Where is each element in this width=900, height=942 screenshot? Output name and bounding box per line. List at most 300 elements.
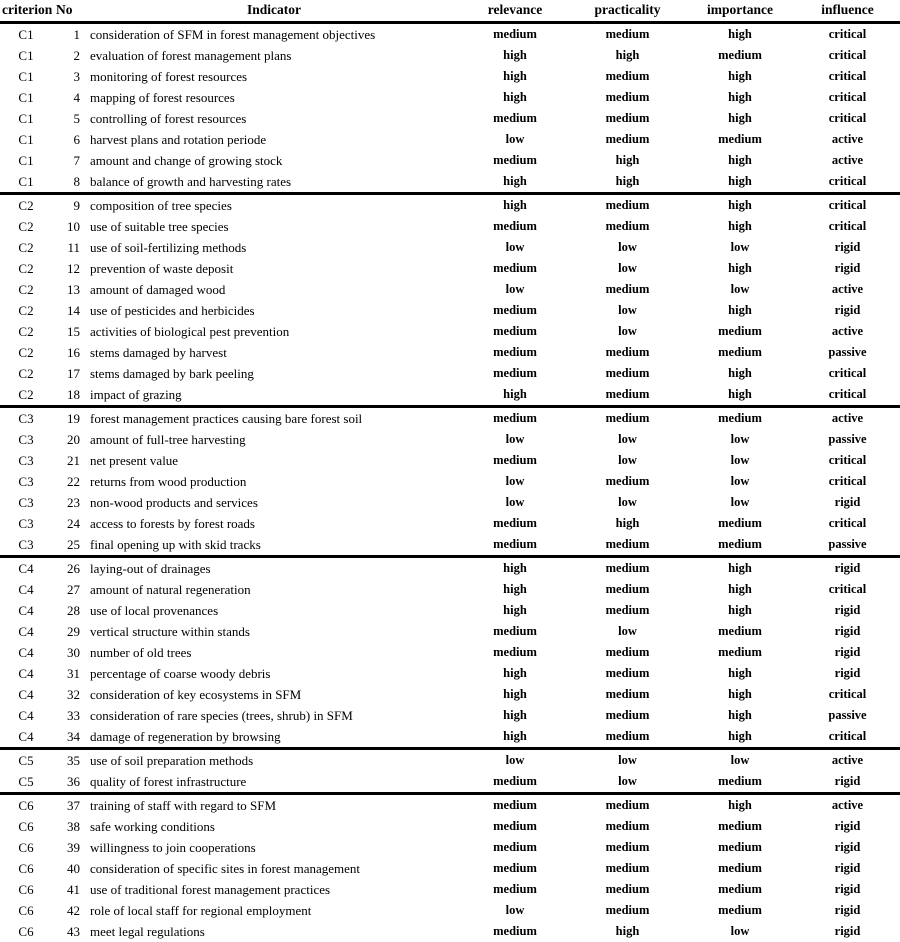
cell-indicator: composition of tree species bbox=[88, 194, 460, 217]
cell-no: 1 bbox=[52, 23, 88, 46]
cell-no: 6 bbox=[52, 129, 88, 150]
cell-practicality: low bbox=[570, 749, 685, 772]
cell-relevance: medium bbox=[460, 23, 570, 46]
cell-relevance: high bbox=[460, 684, 570, 705]
cell-indicator: quality of forest infrastructure bbox=[88, 771, 460, 794]
table-row bbox=[0, 258, 900, 279]
column-header-criterion: criterion bbox=[0, 0, 52, 23]
cell-no: 32 bbox=[52, 684, 88, 705]
cell-influence: rigid bbox=[795, 237, 900, 258]
cell-relevance: high bbox=[460, 600, 570, 621]
cell-indicator: evaluation of forest management plans bbox=[88, 45, 460, 66]
cell-no: 38 bbox=[52, 816, 88, 837]
table-row bbox=[0, 600, 900, 621]
cell-relevance: medium bbox=[460, 216, 570, 237]
table-row bbox=[0, 450, 900, 471]
cell-indicator: impact of grazing bbox=[88, 384, 460, 407]
cell-criterion: C4 bbox=[0, 663, 52, 684]
cell-importance: high bbox=[685, 300, 795, 321]
cell-importance: medium bbox=[685, 534, 795, 557]
cell-no: 20 bbox=[52, 429, 88, 450]
cell-practicality: medium bbox=[570, 108, 685, 129]
cell-criterion: C4 bbox=[0, 579, 52, 600]
cell-no: 22 bbox=[52, 471, 88, 492]
cell-no: 42 bbox=[52, 900, 88, 921]
cell-indicator: final opening up with skid tracks bbox=[88, 534, 460, 557]
cell-importance: high bbox=[685, 363, 795, 384]
cell-relevance: medium bbox=[460, 407, 570, 430]
table-row bbox=[0, 684, 900, 705]
cell-no: 43 bbox=[52, 921, 88, 942]
cell-relevance: medium bbox=[460, 342, 570, 363]
cell-criterion: C1 bbox=[0, 87, 52, 108]
cell-relevance: medium bbox=[460, 363, 570, 384]
cell-relevance: medium bbox=[460, 258, 570, 279]
table-row bbox=[0, 749, 900, 772]
table-header-row bbox=[0, 0, 900, 23]
cell-indicator: use of soil-fertilizing methods bbox=[88, 237, 460, 258]
cell-indicator: use of pesticides and herbicides bbox=[88, 300, 460, 321]
cell-importance: medium bbox=[685, 879, 795, 900]
cell-indicator: consideration of rare species (trees, shrub) in SFM bbox=[88, 705, 460, 726]
cell-indicator: training of staff with regard to SFM bbox=[88, 794, 460, 817]
cell-relevance: high bbox=[460, 384, 570, 407]
cell-practicality: medium bbox=[570, 23, 685, 46]
cell-influence: active bbox=[795, 279, 900, 300]
table-row bbox=[0, 663, 900, 684]
cell-practicality: medium bbox=[570, 342, 685, 363]
table-row bbox=[0, 87, 900, 108]
cell-criterion: C6 bbox=[0, 794, 52, 817]
cell-criterion: C4 bbox=[0, 705, 52, 726]
cell-no: 24 bbox=[52, 513, 88, 534]
cell-no: 29 bbox=[52, 621, 88, 642]
cell-no: 15 bbox=[52, 321, 88, 342]
cell-indicator: laying-out of drainages bbox=[88, 557, 460, 580]
table-body bbox=[0, 23, 900, 942]
cell-no: 23 bbox=[52, 492, 88, 513]
cell-no: 16 bbox=[52, 342, 88, 363]
cell-influence: rigid bbox=[795, 600, 900, 621]
cell-indicator: monitoring of forest resources bbox=[88, 66, 460, 87]
cell-indicator: vertical structure within stands bbox=[88, 621, 460, 642]
cell-relevance: low bbox=[460, 749, 570, 772]
cell-influence: active bbox=[795, 749, 900, 772]
cell-practicality: low bbox=[570, 321, 685, 342]
cell-influence: critical bbox=[795, 66, 900, 87]
cell-importance: high bbox=[685, 705, 795, 726]
cell-criterion: C3 bbox=[0, 534, 52, 557]
cell-criterion: C1 bbox=[0, 66, 52, 87]
cell-influence: critical bbox=[795, 108, 900, 129]
cell-influence: active bbox=[795, 129, 900, 150]
cell-criterion: C2 bbox=[0, 237, 52, 258]
cell-no: 8 bbox=[52, 171, 88, 194]
cell-importance: medium bbox=[685, 129, 795, 150]
cell-no: 31 bbox=[52, 663, 88, 684]
cell-importance: high bbox=[685, 171, 795, 194]
cell-no: 14 bbox=[52, 300, 88, 321]
cell-influence: critical bbox=[795, 726, 900, 749]
cell-criterion: C2 bbox=[0, 300, 52, 321]
cell-criterion: C6 bbox=[0, 921, 52, 942]
cell-no: 37 bbox=[52, 794, 88, 817]
cell-influence: active bbox=[795, 407, 900, 430]
cell-importance: high bbox=[685, 557, 795, 580]
cell-criterion: C3 bbox=[0, 492, 52, 513]
cell-no: 7 bbox=[52, 150, 88, 171]
cell-practicality: medium bbox=[570, 471, 685, 492]
cell-importance: high bbox=[685, 684, 795, 705]
cell-practicality: medium bbox=[570, 279, 685, 300]
cell-relevance: high bbox=[460, 66, 570, 87]
cell-indicator: mapping of forest resources bbox=[88, 87, 460, 108]
cell-importance: low bbox=[685, 279, 795, 300]
cell-criterion: C3 bbox=[0, 429, 52, 450]
cell-criterion: C4 bbox=[0, 557, 52, 580]
cell-importance: high bbox=[685, 384, 795, 407]
cell-importance: high bbox=[685, 23, 795, 46]
cell-criterion: C2 bbox=[0, 363, 52, 384]
cell-no: 40 bbox=[52, 858, 88, 879]
cell-influence: active bbox=[795, 794, 900, 817]
cell-practicality: medium bbox=[570, 87, 685, 108]
cell-no: 35 bbox=[52, 749, 88, 772]
cell-relevance: medium bbox=[460, 837, 570, 858]
cell-relevance: medium bbox=[460, 642, 570, 663]
cell-influence: passive bbox=[795, 429, 900, 450]
cell-no: 9 bbox=[52, 194, 88, 217]
cell-criterion: C4 bbox=[0, 621, 52, 642]
table-row bbox=[0, 513, 900, 534]
cell-importance: high bbox=[685, 66, 795, 87]
cell-criterion: C2 bbox=[0, 342, 52, 363]
cell-indicator: use of soil preparation methods bbox=[88, 749, 460, 772]
column-header-practicality: practicality bbox=[570, 0, 685, 23]
cell-no: 33 bbox=[52, 705, 88, 726]
cell-criterion: C1 bbox=[0, 108, 52, 129]
cell-practicality: medium bbox=[570, 663, 685, 684]
cell-influence: rigid bbox=[795, 837, 900, 858]
cell-indicator: percentage of coarse woody debris bbox=[88, 663, 460, 684]
cell-no: 30 bbox=[52, 642, 88, 663]
cell-influence: active bbox=[795, 150, 900, 171]
cell-influence: critical bbox=[795, 450, 900, 471]
cell-relevance: medium bbox=[460, 150, 570, 171]
cell-relevance: medium bbox=[460, 450, 570, 471]
cell-importance: low bbox=[685, 237, 795, 258]
cell-relevance: high bbox=[460, 194, 570, 217]
table-row bbox=[0, 363, 900, 384]
cell-influence: critical bbox=[795, 579, 900, 600]
table-row bbox=[0, 837, 900, 858]
cell-practicality: high bbox=[570, 150, 685, 171]
column-header-importance: importance bbox=[685, 0, 795, 23]
cell-criterion: C6 bbox=[0, 816, 52, 837]
cell-indicator: amount of natural regeneration bbox=[88, 579, 460, 600]
cell-importance: medium bbox=[685, 45, 795, 66]
cell-indicator: net present value bbox=[88, 450, 460, 471]
cell-criterion: C2 bbox=[0, 321, 52, 342]
cell-practicality: medium bbox=[570, 816, 685, 837]
table-row bbox=[0, 384, 900, 407]
cell-importance: medium bbox=[685, 816, 795, 837]
cell-relevance: medium bbox=[460, 879, 570, 900]
table-row bbox=[0, 45, 900, 66]
cell-importance: low bbox=[685, 749, 795, 772]
cell-practicality: low bbox=[570, 429, 685, 450]
cell-no: 36 bbox=[52, 771, 88, 794]
cell-indicator: balance of growth and harvesting rates bbox=[88, 171, 460, 194]
cell-practicality: medium bbox=[570, 642, 685, 663]
cell-indicator: consideration of specific sites in forest management bbox=[88, 858, 460, 879]
cell-no: 18 bbox=[52, 384, 88, 407]
cell-indicator: damage of regeneration by browsing bbox=[88, 726, 460, 749]
cell-criterion: C2 bbox=[0, 384, 52, 407]
table-row bbox=[0, 23, 900, 46]
cell-criterion: C1 bbox=[0, 23, 52, 46]
cell-criterion: C1 bbox=[0, 45, 52, 66]
cell-no: 27 bbox=[52, 579, 88, 600]
cell-indicator: role of local staff for regional employment bbox=[88, 900, 460, 921]
table-row bbox=[0, 321, 900, 342]
cell-practicality: high bbox=[570, 513, 685, 534]
cell-importance: medium bbox=[685, 513, 795, 534]
cell-indicator: consideration of SFM in forest management objectives bbox=[88, 23, 460, 46]
cell-influence: rigid bbox=[795, 900, 900, 921]
cell-relevance: high bbox=[460, 663, 570, 684]
table-row bbox=[0, 557, 900, 580]
cell-no: 28 bbox=[52, 600, 88, 621]
cell-no: 11 bbox=[52, 237, 88, 258]
cell-practicality: medium bbox=[570, 705, 685, 726]
cell-practicality: medium bbox=[570, 900, 685, 921]
cell-indicator: amount and change of growing stock bbox=[88, 150, 460, 171]
cell-relevance: high bbox=[460, 45, 570, 66]
cell-importance: high bbox=[685, 194, 795, 217]
cell-practicality: medium bbox=[570, 407, 685, 430]
cell-no: 19 bbox=[52, 407, 88, 430]
cell-influence: rigid bbox=[795, 879, 900, 900]
cell-influence: critical bbox=[795, 216, 900, 237]
cell-criterion: C3 bbox=[0, 450, 52, 471]
cell-influence: critical bbox=[795, 684, 900, 705]
cell-relevance: medium bbox=[460, 771, 570, 794]
table-row bbox=[0, 129, 900, 150]
cell-criterion: C3 bbox=[0, 471, 52, 492]
cell-practicality: high bbox=[570, 921, 685, 942]
cell-indicator: controlling of forest resources bbox=[88, 108, 460, 129]
cell-criterion: C4 bbox=[0, 684, 52, 705]
cell-influence: rigid bbox=[795, 557, 900, 580]
cell-importance: low bbox=[685, 471, 795, 492]
cell-influence: rigid bbox=[795, 300, 900, 321]
cell-relevance: high bbox=[460, 705, 570, 726]
cell-practicality: medium bbox=[570, 363, 685, 384]
cell-influence: critical bbox=[795, 87, 900, 108]
cell-criterion: C2 bbox=[0, 279, 52, 300]
column-header-influence: influence bbox=[795, 0, 900, 23]
table-row bbox=[0, 108, 900, 129]
cell-importance: medium bbox=[685, 621, 795, 642]
cell-relevance: low bbox=[460, 429, 570, 450]
table-row bbox=[0, 216, 900, 237]
cell-influence: rigid bbox=[795, 642, 900, 663]
cell-indicator: number of old trees bbox=[88, 642, 460, 663]
cell-influence: rigid bbox=[795, 492, 900, 513]
table-row bbox=[0, 194, 900, 217]
cell-indicator: forest management practices causing bare forest soil bbox=[88, 407, 460, 430]
cell-criterion: C6 bbox=[0, 900, 52, 921]
cell-relevance: medium bbox=[460, 621, 570, 642]
cell-no: 5 bbox=[52, 108, 88, 129]
table-row bbox=[0, 171, 900, 194]
cell-practicality: low bbox=[570, 492, 685, 513]
cell-indicator: stems damaged by harvest bbox=[88, 342, 460, 363]
cell-relevance: medium bbox=[460, 921, 570, 942]
cell-indicator: activities of biological pest prevention bbox=[88, 321, 460, 342]
cell-importance: high bbox=[685, 87, 795, 108]
cell-no: 21 bbox=[52, 450, 88, 471]
table-row bbox=[0, 237, 900, 258]
table-row bbox=[0, 492, 900, 513]
cell-indicator: use of suitable tree species bbox=[88, 216, 460, 237]
table-row bbox=[0, 342, 900, 363]
cell-importance: low bbox=[685, 921, 795, 942]
cell-practicality: high bbox=[570, 45, 685, 66]
column-header-no: No bbox=[52, 0, 88, 23]
cell-relevance: medium bbox=[460, 534, 570, 557]
cell-no: 13 bbox=[52, 279, 88, 300]
cell-influence: rigid bbox=[795, 771, 900, 794]
cell-practicality: medium bbox=[570, 794, 685, 817]
column-header-indicator: Indicator bbox=[88, 0, 460, 23]
cell-practicality: low bbox=[570, 621, 685, 642]
cell-practicality: low bbox=[570, 450, 685, 471]
cell-relevance: medium bbox=[460, 794, 570, 817]
cell-importance: high bbox=[685, 108, 795, 129]
cell-criterion: C3 bbox=[0, 407, 52, 430]
cell-indicator: non-wood products and services bbox=[88, 492, 460, 513]
table-row bbox=[0, 471, 900, 492]
cell-practicality: medium bbox=[570, 66, 685, 87]
table-row bbox=[0, 642, 900, 663]
cell-practicality: medium bbox=[570, 600, 685, 621]
cell-importance: low bbox=[685, 492, 795, 513]
cell-importance: low bbox=[685, 450, 795, 471]
cell-practicality: medium bbox=[570, 858, 685, 879]
cell-influence: critical bbox=[795, 471, 900, 492]
cell-no: 25 bbox=[52, 534, 88, 557]
cell-practicality: medium bbox=[570, 557, 685, 580]
cell-influence: rigid bbox=[795, 621, 900, 642]
cell-criterion: C5 bbox=[0, 749, 52, 772]
table-row bbox=[0, 726, 900, 749]
cell-importance: medium bbox=[685, 642, 795, 663]
cell-importance: high bbox=[685, 663, 795, 684]
cell-importance: high bbox=[685, 726, 795, 749]
cell-criterion: C5 bbox=[0, 771, 52, 794]
cell-no: 3 bbox=[52, 66, 88, 87]
table-row bbox=[0, 429, 900, 450]
cell-practicality: medium bbox=[570, 384, 685, 407]
table-row bbox=[0, 150, 900, 171]
cell-importance: medium bbox=[685, 321, 795, 342]
cell-importance: high bbox=[685, 150, 795, 171]
cell-influence: critical bbox=[795, 194, 900, 217]
cell-practicality: low bbox=[570, 258, 685, 279]
cell-indicator: meet legal regulations bbox=[88, 921, 460, 942]
cell-influence: rigid bbox=[795, 921, 900, 942]
cell-relevance: medium bbox=[460, 513, 570, 534]
cell-no: 17 bbox=[52, 363, 88, 384]
cell-indicator: amount of damaged wood bbox=[88, 279, 460, 300]
cell-relevance: high bbox=[460, 726, 570, 749]
cell-importance: medium bbox=[685, 771, 795, 794]
cell-influence: rigid bbox=[795, 258, 900, 279]
cell-importance: medium bbox=[685, 900, 795, 921]
table-row bbox=[0, 771, 900, 794]
cell-practicality: low bbox=[570, 771, 685, 794]
cell-importance: medium bbox=[685, 837, 795, 858]
cell-indicator: access to forests by forest roads bbox=[88, 513, 460, 534]
table-row bbox=[0, 621, 900, 642]
cell-criterion: C6 bbox=[0, 858, 52, 879]
cell-practicality: medium bbox=[570, 129, 685, 150]
table-row bbox=[0, 705, 900, 726]
cell-criterion: C3 bbox=[0, 513, 52, 534]
table-row bbox=[0, 900, 900, 921]
cell-practicality: high bbox=[570, 171, 685, 194]
table-row bbox=[0, 816, 900, 837]
cell-influence: critical bbox=[795, 23, 900, 46]
cell-indicator: use of traditional forest management practices bbox=[88, 879, 460, 900]
cell-relevance: medium bbox=[460, 816, 570, 837]
cell-relevance: high bbox=[460, 557, 570, 580]
cell-relevance: low bbox=[460, 279, 570, 300]
cell-indicator: returns from wood production bbox=[88, 471, 460, 492]
cell-importance: high bbox=[685, 216, 795, 237]
table-row bbox=[0, 534, 900, 557]
table-row bbox=[0, 579, 900, 600]
cell-influence: passive bbox=[795, 342, 900, 363]
cell-indicator: consideration of key ecosystems in SFM bbox=[88, 684, 460, 705]
cell-practicality: medium bbox=[570, 534, 685, 557]
cell-indicator: use of local provenances bbox=[88, 600, 460, 621]
cell-relevance: high bbox=[460, 579, 570, 600]
cell-practicality: medium bbox=[570, 194, 685, 217]
column-header-relevance: relevance bbox=[460, 0, 570, 23]
cell-influence: active bbox=[795, 321, 900, 342]
cell-no: 26 bbox=[52, 557, 88, 580]
cell-no: 41 bbox=[52, 879, 88, 900]
cell-importance: high bbox=[685, 600, 795, 621]
table-row bbox=[0, 66, 900, 87]
table-row bbox=[0, 300, 900, 321]
cell-importance: high bbox=[685, 258, 795, 279]
cell-influence: rigid bbox=[795, 663, 900, 684]
cell-indicator: willingness to join cooperations bbox=[88, 837, 460, 858]
cell-no: 39 bbox=[52, 837, 88, 858]
cell-importance: medium bbox=[685, 407, 795, 430]
cell-importance: medium bbox=[685, 858, 795, 879]
cell-relevance: low bbox=[460, 129, 570, 150]
cell-practicality: medium bbox=[570, 726, 685, 749]
cell-practicality: medium bbox=[570, 879, 685, 900]
cell-relevance: high bbox=[460, 87, 570, 108]
cell-no: 2 bbox=[52, 45, 88, 66]
cell-influence: rigid bbox=[795, 858, 900, 879]
